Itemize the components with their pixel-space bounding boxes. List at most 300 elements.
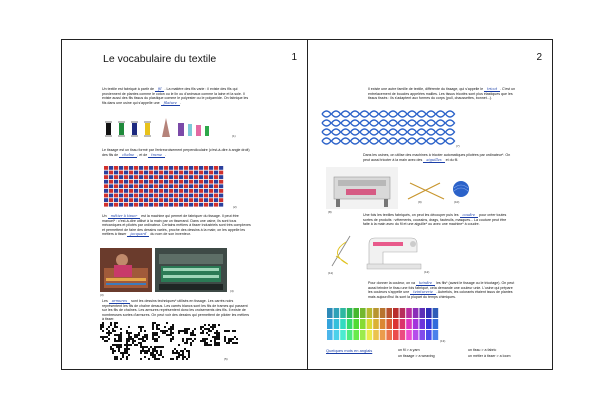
weave-cell <box>109 166 113 170</box>
weave-cell <box>169 194 173 198</box>
weave-cell <box>144 180 148 184</box>
weave-cell <box>189 203 193 207</box>
knit-loop <box>417 138 426 144</box>
caption: (2) <box>233 205 237 209</box>
thread-spool <box>347 330 353 340</box>
thread-spool <box>413 319 419 329</box>
weave-cell <box>144 189 148 193</box>
handwritten-answer: tricot <box>484 87 500 92</box>
weave-cell <box>134 189 138 193</box>
weave-cell <box>184 175 188 179</box>
weave-cell <box>104 194 108 198</box>
knit-loop <box>322 111 331 117</box>
thread-spool <box>419 319 425 329</box>
text: et du fil. <box>444 157 459 162</box>
weave-cell <box>179 189 183 193</box>
weave-cell <box>139 175 143 179</box>
weave-cell <box>104 198 108 202</box>
paragraph-weaving <box>102 148 252 157</box>
thread-spool <box>419 308 425 318</box>
knit-loop <box>351 138 360 144</box>
weave-cell <box>144 194 148 198</box>
weave-cell <box>169 189 173 193</box>
weave-cell <box>204 198 208 202</box>
weave-cell <box>219 184 223 188</box>
weave-cell <box>169 175 173 179</box>
weave-cell <box>169 184 173 188</box>
knit-loop <box>446 120 455 126</box>
weave-cell <box>214 194 218 198</box>
weave-cell <box>119 194 123 198</box>
caption: (5) <box>224 357 228 361</box>
weave-cell <box>219 180 223 184</box>
weave-cell <box>174 171 178 175</box>
weave-cell <box>209 203 213 207</box>
weave-cell <box>159 175 163 179</box>
text: Pour donner la couleur, on va <box>368 281 416 285</box>
thread-spool <box>419 330 425 340</box>
weave-cell <box>184 198 188 202</box>
thread-spool <box>380 308 386 318</box>
weave-cell <box>139 184 143 188</box>
thread-spool <box>413 330 419 340</box>
vocab-item: un tissage > a weaving <box>398 354 435 358</box>
weave-cell <box>159 184 163 188</box>
thread-spool <box>433 308 439 318</box>
knit-loop <box>446 138 455 144</box>
thread-spool <box>334 319 340 329</box>
weave-cell <box>204 194 208 198</box>
knitting-machine-photo <box>326 167 398 209</box>
weave-cell <box>199 198 203 202</box>
text: Le tissage est un tissu formé par l'entrecroisement perpendiculaire (c'est-à-dire à angle droit) des fils de <box>102 148 250 157</box>
handwritten-answer: fil <box>155 87 165 92</box>
weave-cell <box>189 180 193 184</box>
handwritten-answer: teindre <box>416 281 435 286</box>
thread-spool <box>393 308 399 318</box>
weave-cell <box>159 203 163 207</box>
weave-cell <box>199 189 203 193</box>
caption: (4) <box>230 289 234 293</box>
weave-cell <box>124 175 128 179</box>
weave-cell <box>114 194 118 198</box>
vocab-title: Quelques mots en anglais <box>326 348 373 353</box>
thread-spool <box>393 319 399 329</box>
weave-cell <box>129 194 133 198</box>
weave-cell <box>169 166 173 170</box>
weave-cell <box>109 203 113 207</box>
weave-cell <box>184 194 188 198</box>
thread-spool <box>380 319 386 329</box>
knit-loop <box>389 120 398 126</box>
weave-cell <box>199 203 203 207</box>
weave-cell <box>129 184 133 188</box>
weave-cell <box>194 184 198 188</box>
weave-cell <box>154 194 158 198</box>
weave-cell <box>209 171 213 175</box>
caption: (13) <box>440 339 446 343</box>
weave-cell <box>104 203 108 207</box>
weave-cell <box>169 203 173 207</box>
weave-cell <box>209 189 213 193</box>
weave-cell <box>179 175 183 179</box>
weave-cell <box>104 171 108 175</box>
weave-cell <box>134 166 138 170</box>
weave-cell <box>119 203 123 207</box>
text: est la machine qui permet de fabriquer du tissage. Il peut être manuel* : c'est-à-dire utilisé à la main par un tisserand. Dans une usine, ils sont tous mécaniques et pilotés par ordinateur. Certains métiers à tisser industriels sont très complexes et permettent de faire des dessins variés, proche des dessins à la main; on les appelle les métiers à tisser <box>102 214 251 237</box>
hand-loom-photo <box>100 248 152 292</box>
weave-cell <box>164 198 168 202</box>
thread-spool <box>334 308 340 318</box>
weave-cell <box>114 198 118 202</box>
weave-cell <box>219 166 223 170</box>
thread-spool <box>373 308 379 318</box>
weave-cell <box>104 175 108 179</box>
knit-loop <box>360 120 369 126</box>
weave-cell <box>149 198 153 202</box>
knit-loop <box>341 129 350 135</box>
weave-cell <box>134 171 138 175</box>
knit-loop <box>322 129 331 135</box>
weave-cell <box>164 175 168 179</box>
weave-cell <box>124 171 128 175</box>
weave-cell <box>109 184 113 188</box>
knit-loop <box>417 111 426 117</box>
weave-cell <box>179 180 183 184</box>
weave-cell <box>164 184 168 188</box>
paragraph-knitting-machines <box>363 153 513 162</box>
weave-cell <box>189 184 193 188</box>
knit-loop <box>398 138 407 144</box>
dyed-threads-image <box>326 306 442 340</box>
weave-cell <box>124 180 128 184</box>
handwritten-answer: jacquard <box>127 232 149 237</box>
weave-cell <box>159 189 163 193</box>
yarn-ball-icon <box>452 180 470 198</box>
weave-cell <box>144 184 148 188</box>
weave-cell <box>169 180 173 184</box>
weave-cell <box>184 180 188 184</box>
thread-spool <box>340 319 346 329</box>
knit-loop <box>379 129 388 135</box>
knit-loop <box>351 111 360 117</box>
knit-loop <box>408 120 417 126</box>
knit-loop <box>436 129 445 135</box>
weave-cell <box>194 175 198 179</box>
knit-loop <box>370 129 379 135</box>
weave-cell <box>149 171 153 175</box>
weave-cell <box>119 189 123 193</box>
weave-cell <box>214 171 218 175</box>
knit-loop <box>436 111 445 117</box>
thread-spool <box>347 308 353 318</box>
weave-cell <box>204 166 208 170</box>
knit-loop <box>360 111 369 117</box>
knit-loop <box>322 138 331 144</box>
weave-cell <box>209 184 213 188</box>
text: . C'est un entrelacement de boucles appelées mailles. Les tissus tricotés sont plus élastiques que les tissus tissés : ils s'adaptent aux formes du corps (pull, chaussettes, bonnet...). <box>368 87 516 101</box>
weave-cell <box>184 189 188 193</box>
weave-cell <box>219 175 223 179</box>
caption: (10) <box>454 200 460 204</box>
weave-cell <box>174 180 178 184</box>
thread-spool <box>426 319 432 329</box>
weave-cell <box>164 166 168 170</box>
thread-spool <box>334 330 340 340</box>
weave-cell <box>154 198 158 202</box>
weave-cell <box>159 171 163 175</box>
thread-spool <box>386 330 392 340</box>
knit-loop <box>436 138 445 144</box>
weave-cell <box>174 184 178 188</box>
text: sont les dessins techniques* utilisés en tissage. Les carrés noirs représentent les fils de chaîne dessus. Les carrés blancs sont les fils de trames qui passent sur les fils de chaînes. Les armures représentent donc les croisements des fils. Il existe de nombreuses sortes d'armures. On peut voir des dessins qui permettent de piloter les métiers à tisser. <box>102 299 250 322</box>
weave-cell <box>204 180 208 184</box>
weave-cell <box>139 166 143 170</box>
thread-spool <box>406 308 412 318</box>
weave-cell <box>154 189 158 193</box>
weave-cell <box>204 184 208 188</box>
weave-cell <box>219 189 223 193</box>
weave-cell <box>194 189 198 193</box>
sewing-machine-photo <box>363 230 423 272</box>
thread-spool <box>360 308 366 318</box>
thread-spool <box>327 319 333 329</box>
weave-cell <box>154 184 158 188</box>
weave-cell <box>159 180 163 184</box>
weave-cell <box>164 203 168 207</box>
knitting-needles-icon <box>406 181 446 201</box>
text: les fils* (avant le tissage ou le tricotage). On peut aussi teindre le tissu une fois fabriqué, cela demande une couleur unie. L'usine qui prépare les couleurs s'appelle une <box>368 281 515 295</box>
caption: (3) <box>100 293 104 297</box>
knit-loop <box>379 138 388 144</box>
weave-patterns-image <box>100 322 250 362</box>
thread-spool <box>433 330 439 340</box>
page-number: 1 <box>291 52 297 63</box>
handwritten-answer: métier à tisser <box>108 214 141 219</box>
weave-cell <box>139 180 143 184</box>
knit-loop <box>427 111 436 117</box>
weave-cell <box>154 203 158 207</box>
weave-cell <box>139 198 143 202</box>
weave-cell <box>119 166 123 170</box>
thread-spool <box>340 308 346 318</box>
thread-spool <box>360 319 366 329</box>
weave-cell <box>134 203 138 207</box>
weave-cell <box>164 171 168 175</box>
weave-cell <box>184 203 188 207</box>
weave-cell <box>139 194 143 198</box>
weave-cell <box>144 198 148 202</box>
weave-cell <box>214 184 218 188</box>
weave-cell <box>204 203 208 207</box>
weave-cell <box>134 180 138 184</box>
weave-cell <box>109 194 113 198</box>
weave-cell <box>149 189 153 193</box>
caption: (11) <box>328 271 334 275</box>
thread-spool <box>353 319 359 329</box>
weave-cell <box>119 184 123 188</box>
weave-cell <box>219 198 223 202</box>
weave-cell <box>214 203 218 207</box>
knit-loop <box>436 120 445 126</box>
weave-cell <box>149 175 153 179</box>
text: Une fois les textiles fabriqués, on peut les découper puis les <box>363 213 460 217</box>
knit-stitch-diagram <box>318 108 458 148</box>
weave-cell <box>174 189 178 193</box>
weave-cell <box>199 171 203 175</box>
vocab-item: un tissu > a fabric <box>468 348 497 352</box>
thread-spool <box>406 319 412 329</box>
weave-cell <box>199 194 203 198</box>
weave-cell <box>179 166 183 170</box>
weave-cell <box>149 184 153 188</box>
weave-cell <box>209 175 213 179</box>
knit-loop <box>408 138 417 144</box>
thread-spool <box>327 308 333 318</box>
weave-cell <box>119 180 123 184</box>
weave-cell <box>114 184 118 188</box>
thread-spool <box>353 308 359 318</box>
weave-cell <box>194 180 198 184</box>
weave-cell <box>199 184 203 188</box>
weave-cell <box>109 175 113 179</box>
weave-cell <box>174 175 178 179</box>
thread-spool <box>426 330 432 340</box>
knit-loop <box>332 111 341 117</box>
weave-cell <box>134 194 138 198</box>
knit-loop <box>389 138 398 144</box>
knit-loop <box>398 111 407 117</box>
weave-cell <box>124 184 128 188</box>
thread-spool <box>340 330 346 340</box>
weave-cell <box>124 198 128 202</box>
weave-diagram <box>100 163 230 209</box>
weave-cell <box>114 171 118 175</box>
text: Les <box>102 299 109 303</box>
knit-loop <box>351 120 360 126</box>
weave-cell <box>194 194 198 198</box>
weave-cell <box>119 175 123 179</box>
weave-cell <box>209 194 213 198</box>
weave-cell <box>104 166 108 170</box>
knit-loop <box>389 129 398 135</box>
weave-cell <box>139 203 143 207</box>
thread-spool <box>367 319 373 329</box>
page-left <box>61 39 308 370</box>
thread-spool <box>373 319 379 329</box>
weave-cell <box>129 203 133 207</box>
weave-cell <box>164 189 168 193</box>
text: Il existe une autre famille de textile, différente du tissage, qui s'appelle le <box>368 87 485 91</box>
knit-loop <box>332 129 341 135</box>
weave-cell <box>199 175 203 179</box>
weave-cell <box>214 180 218 184</box>
weave-cell <box>214 175 218 179</box>
weave-cell <box>114 175 118 179</box>
text: Dans les usines, on utilise des machines à tricoter automatiques pilotées par ordinateur*. On peut aussi tricoter à la main avec des <box>363 153 511 162</box>
weave-cell <box>124 203 128 207</box>
page-right <box>307 39 553 370</box>
knit-loop <box>351 129 360 135</box>
knit-loop <box>370 111 379 117</box>
weave-cell <box>209 198 213 202</box>
knit-loop <box>446 111 455 117</box>
weave-cell <box>129 189 133 193</box>
weave-cell <box>189 189 193 193</box>
thread-spool <box>413 308 419 318</box>
weave-cell <box>104 180 108 184</box>
knit-loop <box>332 120 341 126</box>
weave-cell <box>139 189 143 193</box>
weave-cell <box>189 194 193 198</box>
handwritten-answer: filature <box>161 101 180 106</box>
text: Un textile est fabriqué à partir de <box>102 87 155 91</box>
weave-cell <box>174 194 178 198</box>
weave-cell <box>114 180 118 184</box>
knit-loop <box>370 120 379 126</box>
knit-loop <box>341 111 350 117</box>
weave-cell <box>104 189 108 193</box>
caption: (7) <box>456 144 460 148</box>
text: pour créer toutes sortes de produits : vêtements, coussins, drags, fauteuils, masques... La couture peut être faite à la main avec du fil et une aiguille* ou avec une machine* à coudre. <box>363 213 507 227</box>
weave-cell <box>179 184 183 188</box>
thread-spool <box>426 308 432 318</box>
weave-cell <box>119 198 123 202</box>
weave-cell <box>209 166 213 170</box>
knit-loop <box>341 138 350 144</box>
weave-cell <box>149 203 153 207</box>
weave-cell <box>179 203 183 207</box>
weave-cell <box>129 198 133 202</box>
paragraph-knitting <box>368 87 518 101</box>
thread-spool <box>373 330 379 340</box>
weave-cell <box>194 203 198 207</box>
paragraph-weave-patterns <box>102 299 252 322</box>
weave-cell <box>109 189 113 193</box>
knit-loop <box>322 120 331 126</box>
text: . <box>179 100 181 105</box>
thread-spool <box>386 319 392 329</box>
handwritten-answer: trame <box>148 153 165 158</box>
handwritten-answer: coudre <box>460 213 479 218</box>
thread-spool <box>386 308 392 318</box>
weave-cell <box>149 180 153 184</box>
text: Un <box>102 214 108 218</box>
thread-spool <box>433 319 439 329</box>
thread-spool <box>400 330 406 340</box>
text: . Autrefois, les colorants étaient issus de plantes mais aujourd'hui ils sont la plupart du temps chimiques. <box>368 290 513 299</box>
knit-loop <box>408 129 417 135</box>
weave-cell <box>124 189 128 193</box>
thread-spool <box>393 330 399 340</box>
weave-cell <box>199 180 203 184</box>
weave-cell <box>129 175 133 179</box>
handwritten-answer: chaîne <box>119 153 137 158</box>
weave-cell <box>154 175 158 179</box>
weave-cell <box>124 194 128 198</box>
weave-cell <box>214 189 218 193</box>
thread-spool <box>353 330 359 340</box>
knit-loop <box>427 120 436 126</box>
weave-cell <box>129 180 133 184</box>
thread-spool <box>367 308 373 318</box>
paragraph-sewing <box>363 213 513 227</box>
weave-cell <box>124 166 128 170</box>
page-number: 2 <box>536 52 542 63</box>
weave-cell <box>149 166 153 170</box>
weave-cell <box>179 198 183 202</box>
caption: (9) <box>418 200 422 204</box>
